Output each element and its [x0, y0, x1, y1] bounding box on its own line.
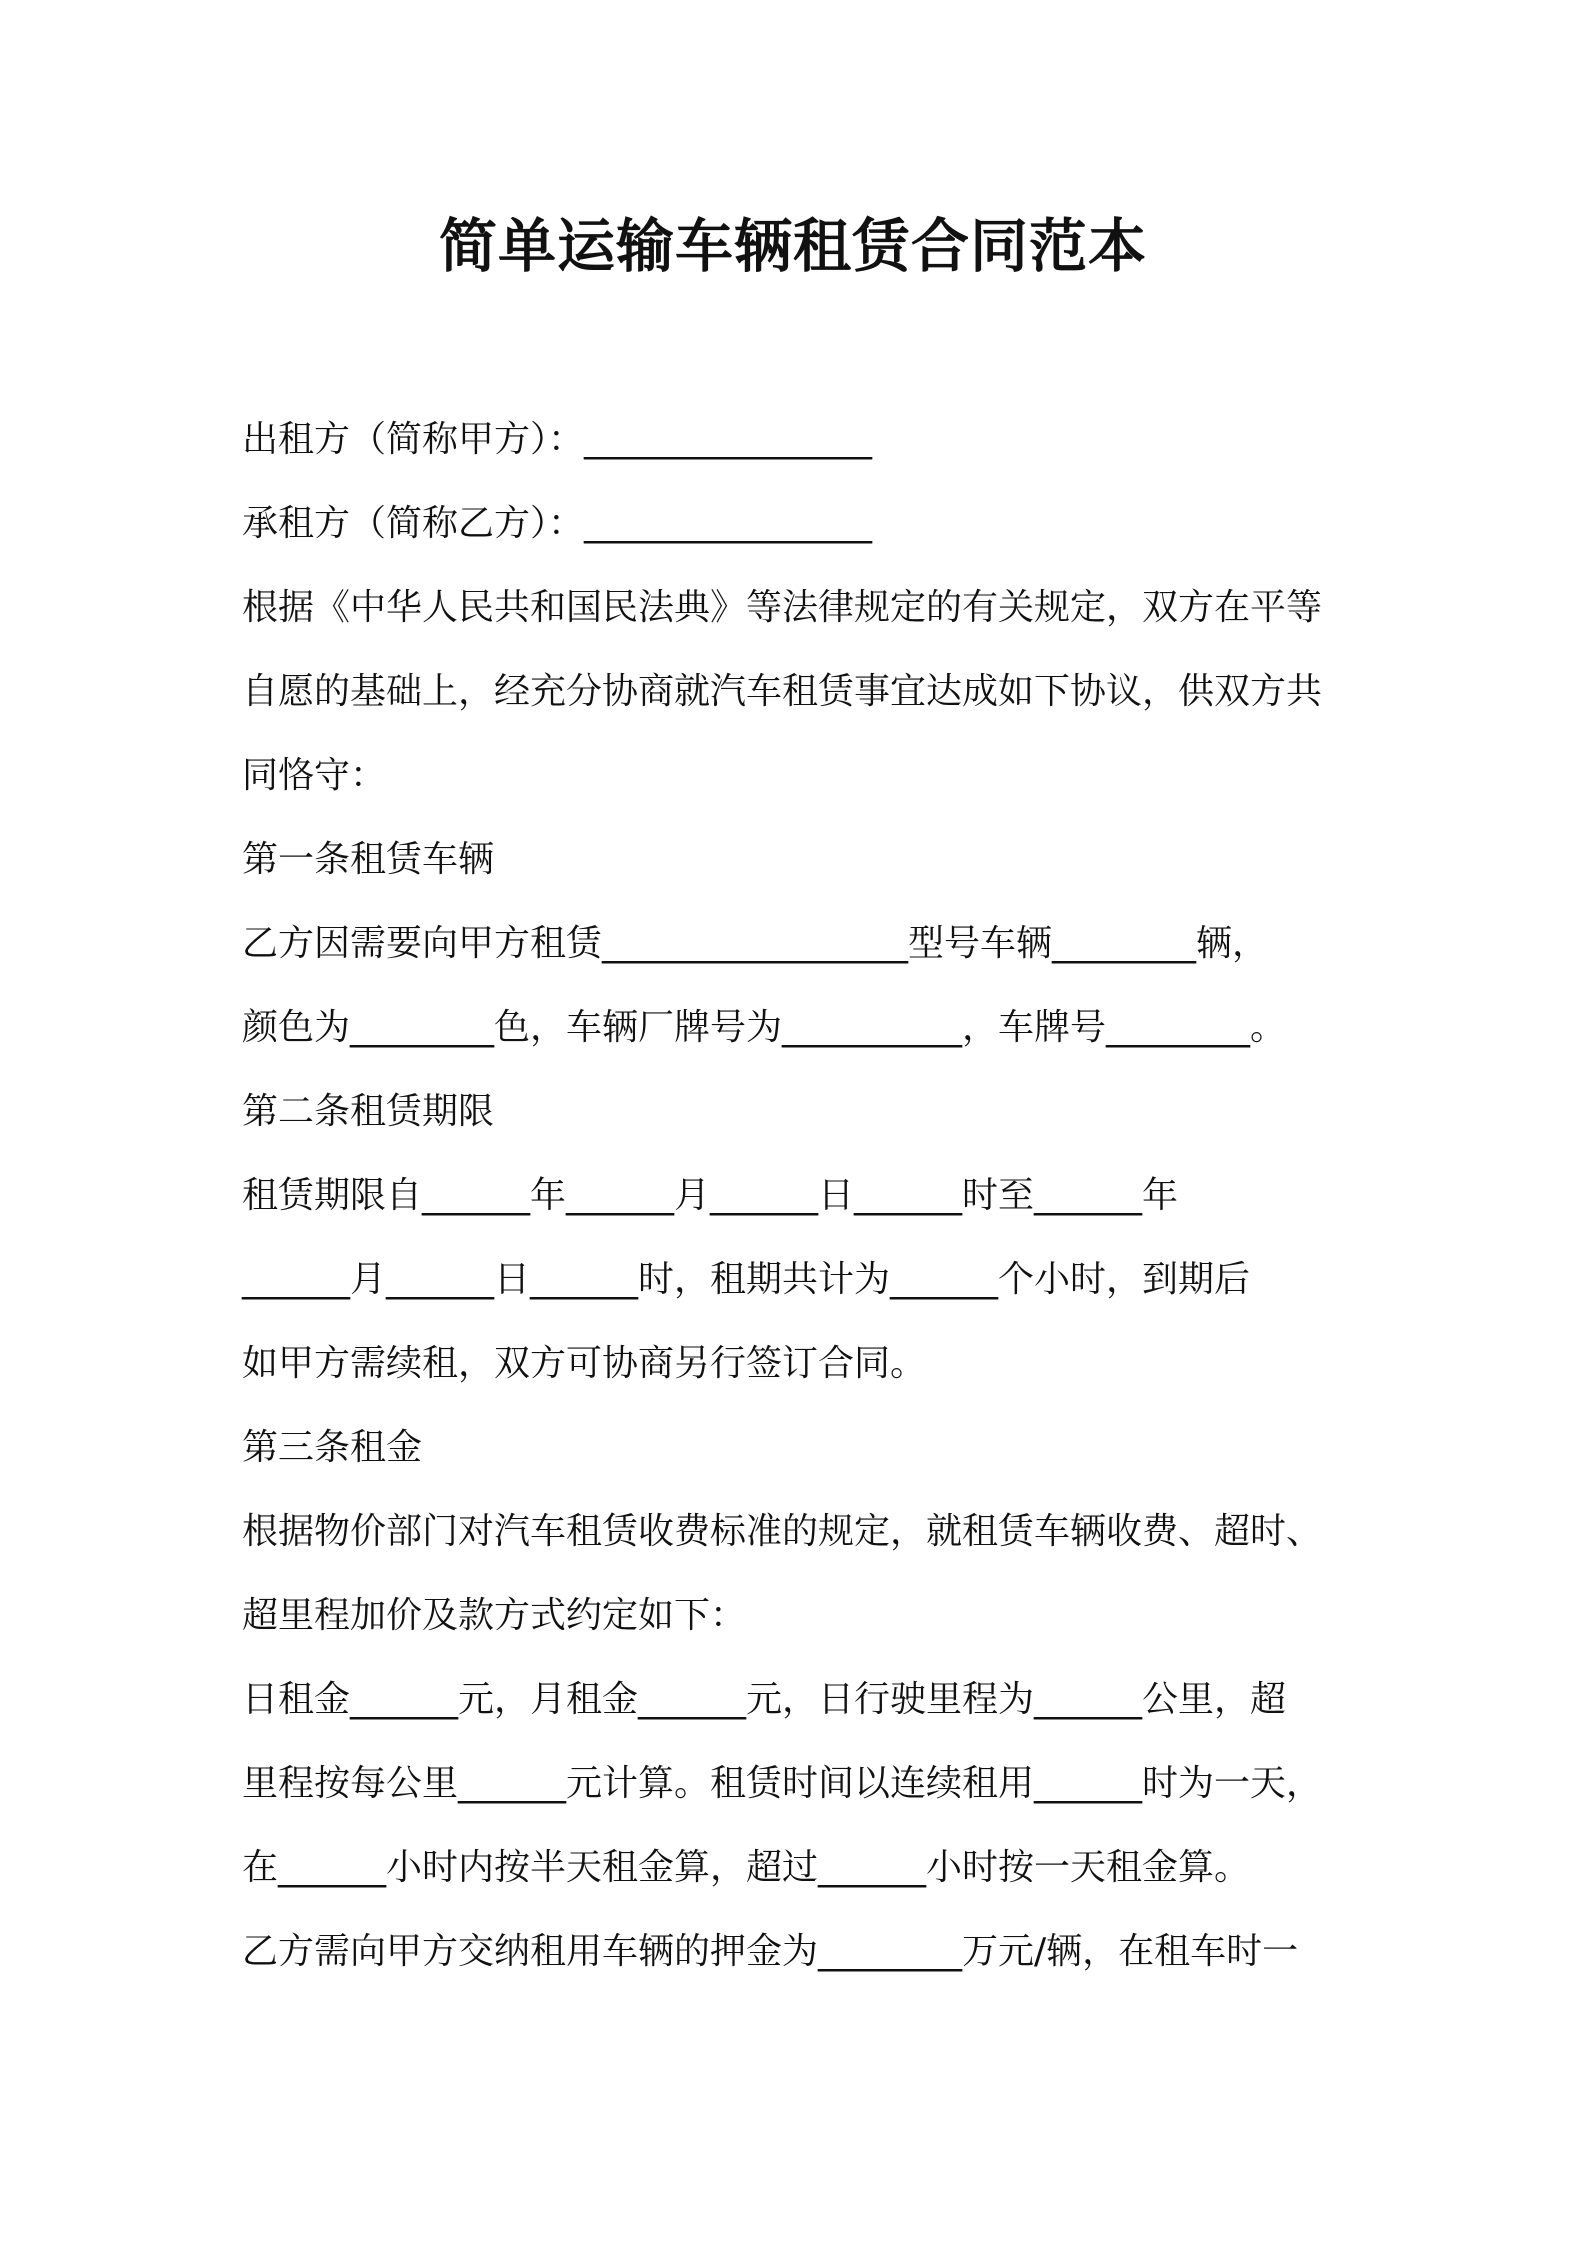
article-3-line-5: 在______小时内按半天租金算，超过______小时按一天租金算。	[242, 1847, 1251, 1888]
article-3-line-4: 里程按每公里______元计算。租赁时间以连续租用______时为一天，	[242, 1763, 1323, 1804]
article-2-line-2: ______月______日______时，租期共计为______个小时，到期后	[242, 1259, 1251, 1300]
lessee-line: 承租方（简称乙方）：________________	[242, 503, 873, 544]
article-3-heading: 第三条租金	[242, 1427, 423, 1468]
article-2-line-3: 如甲方需续租，双方可协商另行签订合同。	[242, 1343, 927, 1384]
document-title: 简单运输车辆租赁合同范本	[438, 212, 1147, 280]
article-3-line-1: 根据物价部门对汽车租赁收费标准的规定，就租赁车辆收费、超时、	[242, 1511, 1323, 1552]
article-1-line-2: 颜色为________色，车辆厂牌号为__________，车牌号________。	[242, 1007, 1287, 1048]
preamble-line-1: 根据《中华人民共和国民法典》等法律规定的有关规定，双方在平等	[242, 587, 1323, 628]
lessor-line: 出租方（简称甲方）：________________	[242, 419, 873, 460]
article-1-line-1: 乙方因需要向甲方租赁_________________型号车辆________辆，	[242, 923, 1269, 964]
article-2-line-1: 租赁期限自______年______月______日______时至______年	[242, 1175, 1179, 1216]
article-3-line-3: 日租金______元，月租金______元，日行驶里程为______公里，超	[242, 1679, 1287, 1720]
article-1-heading: 第一条租赁车辆	[242, 839, 495, 880]
document-body	[242, 398, 1382, 1994]
article-3-line-6: 乙方需向甲方交纳租用车辆的押金为________万元/辆，在租车时一	[242, 1931, 1299, 1972]
preamble-line-3: 同恪守：	[242, 755, 387, 796]
article-3-line-2: 超里程加价及款方式约定如下：	[242, 1595, 747, 1636]
preamble-line-2: 自愿的基础上，经充分协商就汽车租赁事宜达成如下协议，供双方共	[242, 671, 1323, 712]
article-2-heading: 第二条租赁期限	[242, 1091, 495, 1132]
